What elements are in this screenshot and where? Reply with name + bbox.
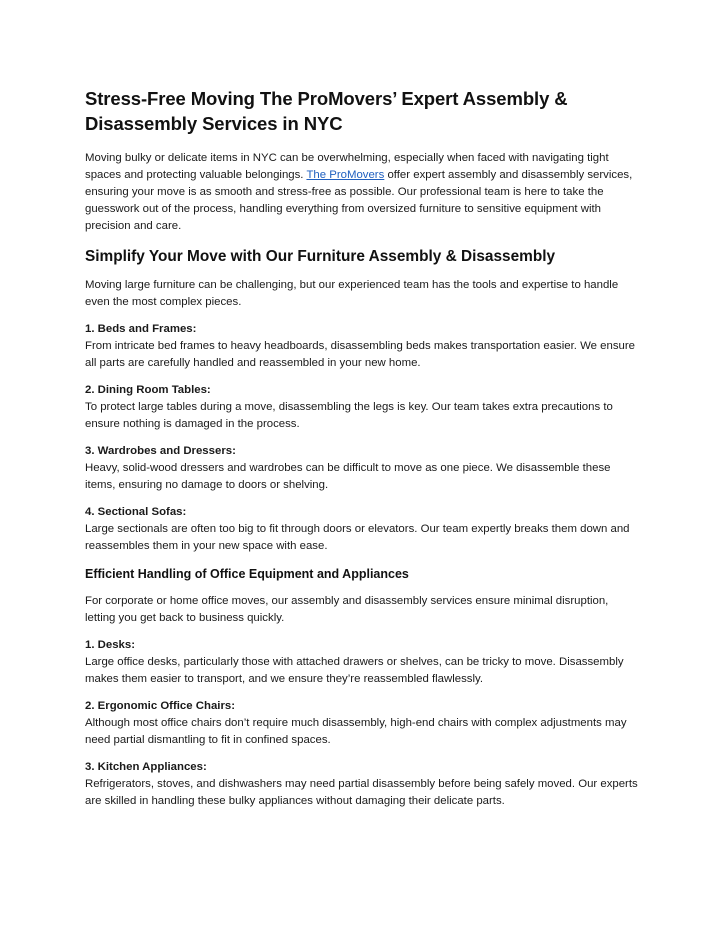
- section2-text: For corporate or home office moves, our assembly and disassembly services ensure minimal disruption, letting you get back to business quickly.: [85, 595, 609, 624]
- list-item: [85, 443, 638, 494]
- item-text: Large office desks, particularly those with attached drawers or shelves, can be tricky to move. Disassembly makes them easier to transport, and we ensure they’re reassembled flawlessly.: [85, 656, 624, 685]
- section1-text: Moving large furniture can be challenging, but our experienced team has the tools and expertise to handle even the most complex pieces.: [85, 279, 619, 308]
- list-item: [85, 504, 638, 555]
- item-title: 3. Wardrobes and Dressers:: [85, 445, 236, 457]
- item-title: 4. Sectional Sofas:: [85, 506, 187, 518]
- item-title: 2. Dining Room Tables:: [85, 384, 211, 396]
- list-item: [85, 698, 638, 749]
- item-text: Heavy, solid-wood dressers and wardrobes can be difficult to move as one piece. We disassemble these items, ensuring no damage to doors or shelving.: [85, 462, 611, 491]
- list-item: [85, 637, 638, 688]
- item-text: From intricate bed frames to heavy headboards, disassembling beds makes transportation easier. We ensure all parts are carefully handled and reassembled in your new home.: [85, 340, 635, 369]
- item-title: 1. Beds and Frames:: [85, 323, 197, 335]
- intro-text-before-link: Moving bulky or delicate items in NYC can be overwhelming, especially when faced with navigating tight spaces and protecting valuable belongings.: [85, 152, 609, 181]
- promovers-link[interactable]: The ProMovers: [306, 169, 385, 181]
- intro-text-after-link: offer expert assembly and disassembly services, ensuring your move is as smooth and stress-free as possible. Our professional team is here to take the guesswork out of the process, handling everything from oversized furniture to sensitive equipment with precision and care.: [85, 169, 633, 232]
- intro-paragraph: [85, 150, 638, 235]
- item-text: To protect large tables during a move, disassembling the legs is key. Our team takes extra precautions to ensure nothing is damaged in the process.: [85, 401, 613, 430]
- item-text: Refrigerators, stoves, and dishwashers may need partial disassembly before being safely moved. Our experts are skilled in handling these bulky appliances without damaging their delicate parts.: [85, 778, 638, 807]
- section1-heading: Simplify Your Move with Our Furniture Assembly & Disassembly: [85, 248, 556, 265]
- item-text: Large sectionals are often too big to fit through doors or elevators. Our team expertly breaks them down and reassembles them in your new space with ease.: [85, 523, 630, 552]
- section2-heading: Efficient Handling of Office Equipment and Appliances: [85, 567, 409, 581]
- item-title: 3. Kitchen Appliances:: [85, 761, 207, 773]
- list-item: [85, 759, 638, 810]
- item-text: Although most office chairs don’t require much disassembly, high-end chairs with complex adjustments may need partial dismantling to fit in confined spaces.: [85, 717, 627, 746]
- page-title: Stress-Free Moving The ProMovers’ Expert Assembly & Disassembly Services in NYC: [85, 88, 568, 134]
- item-title: 2. Ergonomic Office Chairs:: [85, 700, 236, 712]
- list-item: [85, 321, 638, 372]
- item-title: 1. Desks:: [85, 639, 136, 651]
- list-item: [85, 382, 638, 433]
